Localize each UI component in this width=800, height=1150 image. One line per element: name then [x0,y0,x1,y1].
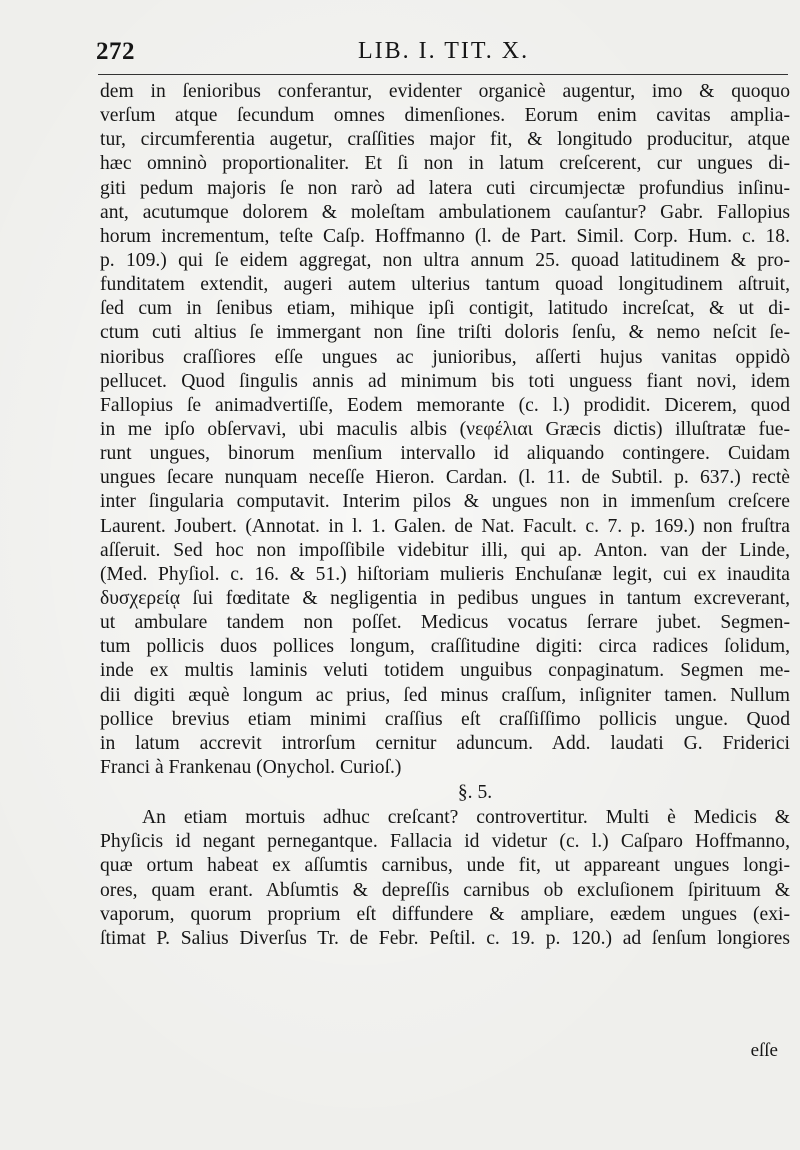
text-line: nioribus craſſiores eſſe ungues ac junioribus, aſſerti hujus vanitas oppidò [100,346,790,368]
text-line: tur, circumferentia augetur, craſſities major fit, & longitudo producitur, atque [100,129,790,151]
text-line: δυσχερείᾳ ſui fœditate & negligentia in pedibus ungues in tantum excreverant, [100,587,790,609]
section-heading: §. 5. [457,782,493,804]
text-line: verſum atque ſecundum omnes dimenſiones. Eorum enim cavitas amplia- [100,105,790,127]
text-line: giti pedum majoris ſe non rarò ad latera cuti circumjectæ profundius inſinu- [100,177,790,199]
text-line: horum incrementum, teſte Caſp. Hoffmanno (l. de Part. Simil. Corp. Hum. c. 18. [100,225,790,247]
running-title: LIB. I. TIT. X. [358,38,530,64]
text-line: (Med. Phyſiol. c. 16. & 51.) hiſtoriam mulieris Enchuſanæ legit, cui ex inaudita [100,563,790,585]
text-line: runt ungues, binorum menſium intervallo id aliquando contingere. Cuidam [100,443,790,465]
text-line: ſtimat P. Salius Diverſus Tr. de Febr. Peſtil. c. 19. p. 120.) ad ſenſum longiores [100,927,790,949]
page-header [96,32,786,72]
text-line: aſſeruit. Sed hoc non impoſſibile videbitur illi, qui ap. Anton. van der Linde, [100,539,790,561]
text-line: Franci à Frankenau (Onychol. Curioſ.) [100,756,402,778]
text-line: pollice brevius etiam minimi craſſius eſt craſſiſſimo pollicis ungue. Quod [100,708,790,730]
header-rule [98,74,788,75]
text-line: inde ex multis laminis veluti totidem unguibus conpaginatum. Segmen me- [100,660,790,682]
text-line: in latum accrevit introrſum cernitur aduncum. Add. laudati G. Friderici [100,732,790,754]
text-line: Phyſicis id negant pernegantque. Fallacia id videtur (c. l.) Caſparo Hoffmanno, [100,831,790,853]
page-number: 272 [96,38,135,65]
text-line: ctum cuti altius ſe immergant non ſine triſti doloris ſenſu, & nemo neſcit ſe- [100,322,790,344]
text-line: quæ ortum habeat ex aſſumtis carnibus, unde fit, ut appareant ungues longi- [100,855,790,877]
text-line: dem in ſenioribus conferantur, evidenter organicè augentur, imo & quoquo [100,81,790,102]
paragraph-2 [100,806,790,951]
catchword: eſſe [750,1040,778,1061]
text-line: p. 109.) qui ſe eidem aggregat, non ultra annum 25. quoad latitudinem & pro- [100,249,790,271]
text-line: dii digiti æquè longum ac prius, ſed minus craſſum, inſigniter tamen. Nullum [100,684,790,706]
text-line: Fallopius ſe animadvertiſſe, Eodem memorante (c. l.) prodidit. Dicerem, quod [100,394,790,416]
text-line: pellucet. Quod ſingulis annis ad minimum bis toti unguess fiant novi, idem [100,370,790,392]
text-line: hæc omninò proportionaliter. Et ſi non in latum creſcerent, cur ungues di- [100,153,790,175]
text-line: ant, acutumque dolorem & moleſtam ambulationem cauſantur? Gabr. Fallopius [100,201,790,223]
text-line: Laurent. Joubert. (Annotat. in l. 1. Galen. de Nat. Facult. c. 7. p. 169.) non fruſtra [100,515,790,537]
text-line: An etiam mortuis adhuc creſcant? controvertitur. Multi è Medicis & [142,807,790,829]
body-text [100,80,790,951]
text-line: ut ambulare tandem non poſſet. Medicus vocatus ſerrare jubet. Segmen- [100,612,790,634]
text-line: tum pollicis duos pollices longum, craſſitudine digiti: circa radices ſolidum, [100,636,790,658]
text-line: funditatem extendit, augeri autem ulterius tantum quoad longitudinem aſtruit, [100,274,790,296]
text-line: vaporum, quorum proprium eſt diffundere & ampliare, eædem ungues (exi- [100,903,790,925]
text-line: ores, quam erant. Abſumtis & depreſſis carnibus ob excluſionem ſpirituum & [100,879,790,901]
text-line: in me ipſo obſervavi, ubi maculis albis (νεφέλιαι Græcis dictis) illuſtratæ fue- [100,418,790,440]
paragraph-1 [100,80,790,780]
text-line: inter ſingularia computavit. Interim pilos & ungues non in immenſum creſcere [100,491,790,513]
text-line: ſed cum in ſenibus etiam, mihique ipſi contigit, latitudo increſcat, & ut di- [100,298,790,320]
text-line: ungues ſecare nunquam neceſſe Hieron. Cardan. (l. 11. de Subtil. p. 637.) rectè [100,467,790,489]
